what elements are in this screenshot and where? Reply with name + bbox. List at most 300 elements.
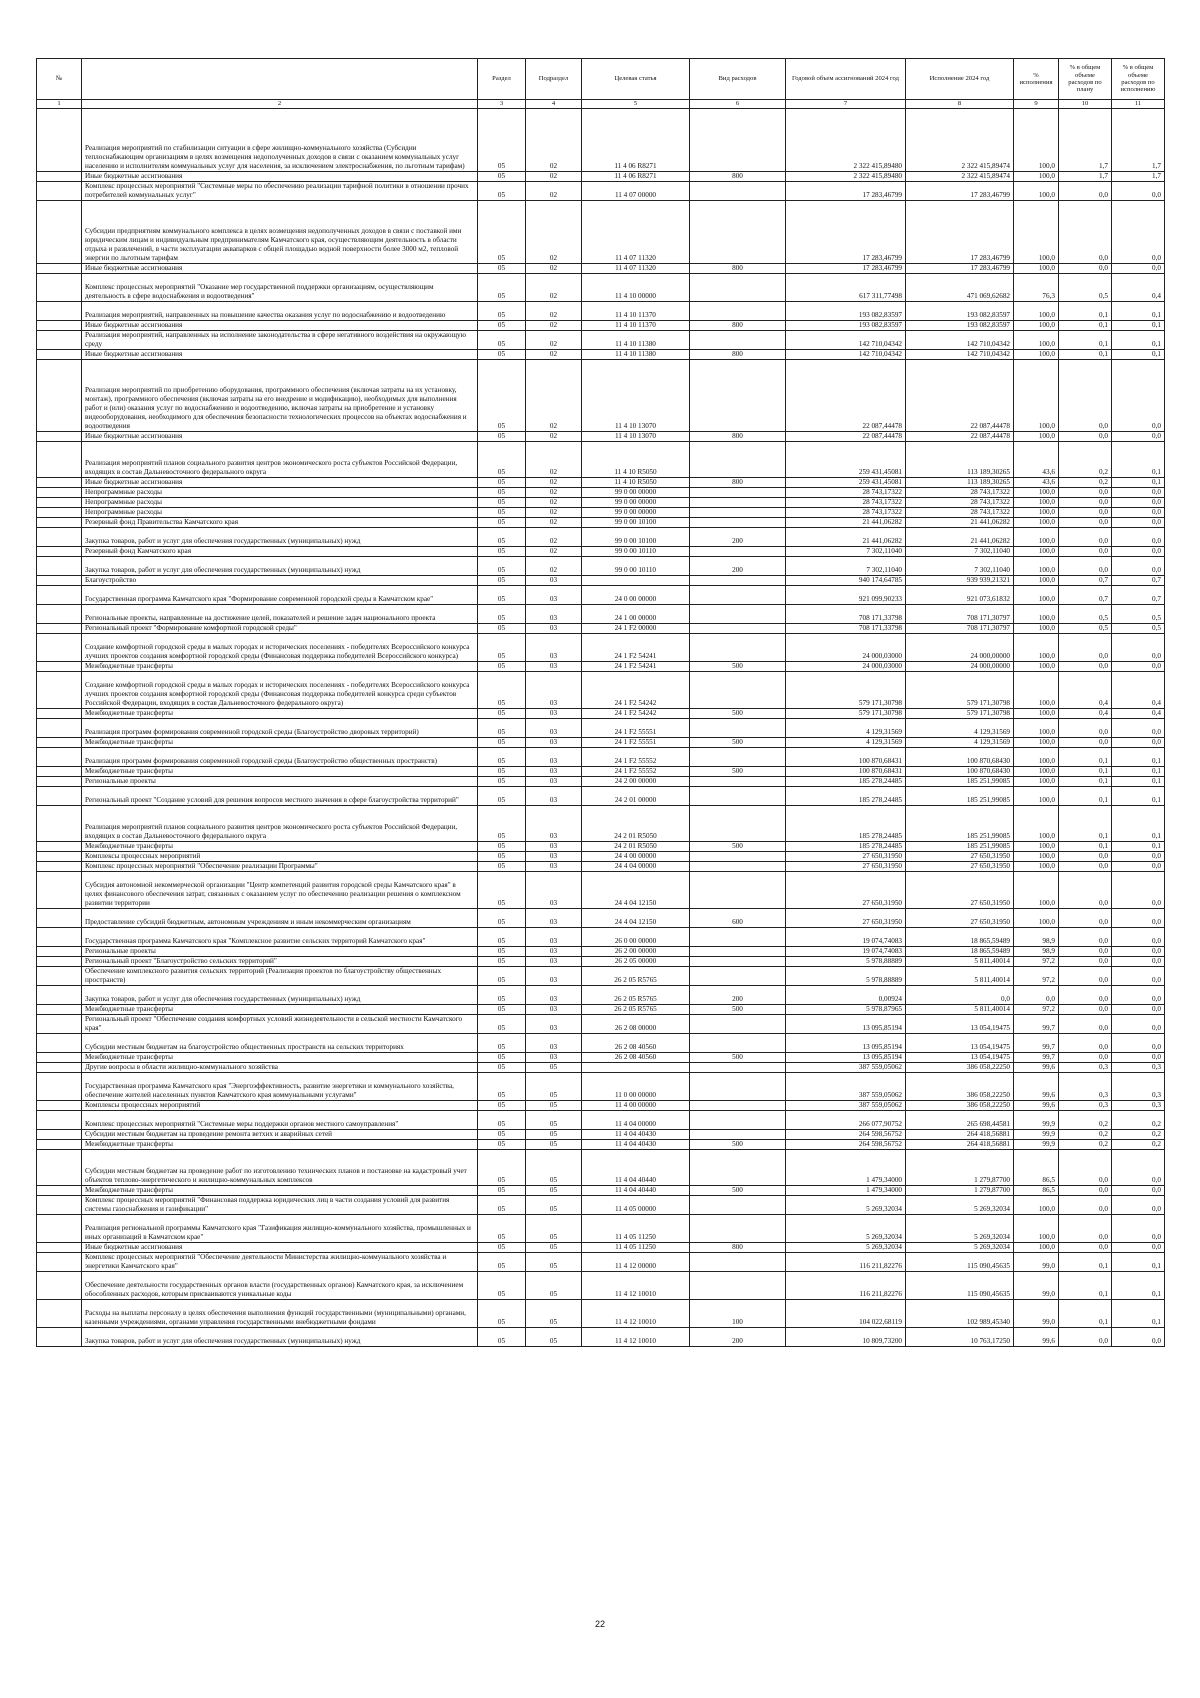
section-code-cell: 05 [478, 302, 526, 321]
executed-amount-cell: 264 418,56881 [906, 1140, 1014, 1150]
planned-amount-cell: 387 559,05062 [786, 1101, 906, 1111]
plan-share-cell: 0,1 [1059, 1300, 1112, 1328]
fact-share-cell: 0,1 [1112, 1300, 1165, 1328]
section-code-cell: 05 [478, 719, 526, 738]
table-row [37, 576, 1165, 586]
fact-share-cell: 0,0 [1112, 360, 1165, 432]
expense-name-cell: Региональный проект "Формирование комфортной городской среды" [82, 624, 478, 634]
expense-name-cell: Благоустройство [82, 576, 478, 586]
expense-name-cell: Создание комфортной городской среды в малых городах и исторических поселениях - победителях Всероссийского конкурса лучших проектов создания комфортной городской среды (Финансовая поддержка победителей конкурса среди субъектов Российской Федерации, входящих в состав Дальневосточного федерального округа) [82, 672, 478, 709]
target-article-cell: 24 4 04 12150 [582, 909, 690, 928]
planned-amount-cell: 617 311,77498 [786, 274, 906, 302]
executed-amount-cell: 22 087,44478 [906, 432, 1014, 442]
executed-amount-cell: 102 989,45340 [906, 1300, 1014, 1328]
table-row [37, 957, 1165, 967]
planned-amount-cell: 27 650,31950 [786, 872, 906, 909]
table-row [37, 1243, 1165, 1253]
fact-share-cell: 0,0 [1112, 1215, 1165, 1243]
expense-type-cell: 100 [690, 1300, 786, 1328]
execution-percent-cell: 99,7 [1014, 1053, 1059, 1063]
execution-percent-cell: 97,2 [1014, 957, 1059, 967]
fact-share-cell: 0,1 [1112, 748, 1165, 767]
executed-amount-cell: 27 650,31950 [906, 909, 1014, 928]
expense-name-cell: Реализация программ формирования современной городской среды (Благоустройство дворовых территорий) [82, 719, 478, 738]
planned-amount-cell: 266 077,90752 [786, 1111, 906, 1130]
planned-amount-cell: 7 302,11040 [786, 547, 906, 557]
expense-name-cell: Реализация программ формирования современной городской среды (Благоустройство общественных пространств) [82, 748, 478, 767]
row-index-cell [37, 862, 82, 872]
expense-type-cell: 600 [690, 909, 786, 928]
executed-amount-cell: 579 171,30798 [906, 709, 1014, 719]
subsection-code-cell: 05 [526, 1140, 582, 1150]
table-row [37, 842, 1165, 852]
subsection-code-cell: 02 [526, 547, 582, 557]
section-code-cell: 05 [478, 1196, 526, 1215]
fact-share-cell: 0,1 [1112, 442, 1165, 478]
plan-share-cell: 0,0 [1059, 557, 1112, 576]
subsection-code-cell: 05 [526, 1130, 582, 1140]
executed-amount-cell: 27 650,31950 [906, 862, 1014, 872]
section-code-cell: 05 [478, 1300, 526, 1328]
plan-share-cell: 0,0 [1059, 528, 1112, 547]
plan-share-cell: 0,1 [1059, 331, 1112, 350]
row-index-cell [37, 1101, 82, 1111]
expense-name-cell: Создание комфортной городской среды в малых городах и исторических поселениях - победителях Всероссийского конкурса лучших проектов создания комфортной городской среды (Финансовая поддержка победителей Всероссийского конкурса) [82, 634, 478, 662]
subsection-code-cell: 03 [526, 928, 582, 947]
expense-type-cell [690, 508, 786, 518]
expense-type-cell [690, 1215, 786, 1243]
table-row [37, 498, 1165, 508]
expense-name-cell: Закупка товаров, работ и услуг для обеспечения государственных (муниципальных) нужд [82, 557, 478, 576]
expense-name-cell: Реализация мероприятий, направленных на повышение качества оказания услуг по водоснабжению и водоотведению [82, 302, 478, 321]
execution-percent-cell: 99,9 [1014, 1140, 1059, 1150]
table-row [37, 862, 1165, 872]
table-row [37, 518, 1165, 528]
fact-share-cell: 0,1 [1112, 478, 1165, 488]
expense-name-cell: Субсидия автономной некоммерческой организации "Центр компетенций развития городской среды Камчатского края" в целях финансового обеспечения затрат, связанных с оказанием услуг по обеспечению реализации решения о комплексном развитии территории [82, 872, 478, 909]
execution-percent-cell: 100,0 [1014, 1196, 1059, 1215]
section-code-cell: 05 [478, 862, 526, 872]
execution-percent-cell: 100,0 [1014, 321, 1059, 331]
expense-type-cell [690, 947, 786, 957]
row-index-cell [37, 777, 82, 787]
row-index-cell [37, 738, 82, 748]
expense-name-cell: Иные бюджетные ассигнования [82, 350, 478, 360]
table-row [37, 350, 1165, 360]
column-number: 3 [478, 100, 526, 109]
executed-amount-cell: 17 283,46799 [906, 182, 1014, 201]
expense-name-cell: Межбюджетные трансферты [82, 767, 478, 777]
execution-percent-cell: 100,0 [1014, 518, 1059, 528]
execution-percent-cell: 100,0 [1014, 634, 1059, 662]
execution-percent-cell: 99,0 [1014, 1300, 1059, 1328]
fact-share-cell: 1,7 [1112, 109, 1165, 172]
table-row [37, 547, 1165, 557]
row-index-cell [37, 806, 82, 842]
target-article-cell: 24 1 F2 55552 [582, 767, 690, 777]
row-index-cell [37, 748, 82, 767]
row-index-cell [37, 498, 82, 508]
execution-percent-cell: 100,0 [1014, 719, 1059, 738]
subsection-code-cell: 03 [526, 909, 582, 928]
target-article-cell: 24 2 00 00000 [582, 777, 690, 787]
section-code-cell: 05 [478, 586, 526, 605]
subsection-code-cell: 03 [526, 1053, 582, 1063]
expense-type-cell: 800 [690, 321, 786, 331]
target-article-cell: 11 4 10 13070 [582, 432, 690, 442]
planned-amount-cell: 264 598,56752 [786, 1140, 906, 1150]
column-number: 11 [1112, 100, 1165, 109]
section-code-cell: 05 [478, 498, 526, 508]
target-article-cell: 24 4 04 12150 [582, 872, 690, 909]
fact-share-cell: 0,0 [1112, 872, 1165, 909]
table-row [37, 1196, 1165, 1215]
expense-type-cell [690, 862, 786, 872]
plan-share-cell: 0,1 [1059, 1253, 1112, 1272]
subsection-code-cell: 02 [526, 182, 582, 201]
target-article-cell: 24 1 F2 55551 [582, 719, 690, 738]
executed-amount-cell: 27 650,31950 [906, 872, 1014, 909]
subsection-code-cell: 02 [526, 488, 582, 498]
planned-amount-cell: 22 087,44478 [786, 432, 906, 442]
subsection-code-cell: 02 [526, 478, 582, 488]
row-index-cell [37, 1328, 82, 1347]
row-index-cell [37, 331, 82, 350]
fact-share-cell: 0,1 [1112, 350, 1165, 360]
subsection-code-cell: 02 [526, 498, 582, 508]
planned-amount-cell: 142 710,04342 [786, 350, 906, 360]
subsection-code-cell: 02 [526, 331, 582, 350]
executed-amount-cell: 4 129,31569 [906, 738, 1014, 748]
row-index-cell [37, 787, 82, 806]
plan-share-cell: 0,7 [1059, 586, 1112, 605]
planned-amount-cell: 21 441,06282 [786, 528, 906, 547]
expense-name-cell: Межбюджетные трансферты [82, 709, 478, 719]
column-number: 8 [906, 100, 1014, 109]
section-code-cell: 05 [478, 842, 526, 852]
subsection-code-cell: 03 [526, 862, 582, 872]
target-article-cell: 24 1 F2 54241 [582, 662, 690, 672]
section-code-cell: 05 [478, 662, 526, 672]
row-index-cell [37, 852, 82, 862]
section-code-cell: 05 [478, 350, 526, 360]
section-code-cell: 05 [478, 1140, 526, 1150]
expense-type-cell: 200 [690, 528, 786, 547]
planned-amount-cell: 27 650,31950 [786, 852, 906, 862]
expense-type-cell: 500 [690, 738, 786, 748]
row-index-cell [37, 182, 82, 201]
expense-type-cell [690, 634, 786, 662]
subsection-code-cell: 03 [526, 1015, 582, 1034]
fact-share-cell: 0,1 [1112, 321, 1165, 331]
section-code-cell: 05 [478, 557, 526, 576]
execution-percent-cell: 100,0 [1014, 432, 1059, 442]
plan-share-cell: 0,0 [1059, 1005, 1112, 1015]
expense-name-cell: Предоставление субсидий бюджетным, автономным учреждениям и иным некоммерческим организациям [82, 909, 478, 928]
fact-share-cell: 0,0 [1112, 488, 1165, 498]
expense-type-cell [690, 302, 786, 321]
row-index-cell [37, 557, 82, 576]
row-index-cell [37, 586, 82, 605]
row-index-cell [37, 1053, 82, 1063]
execution-percent-cell: 100,0 [1014, 488, 1059, 498]
table-row [37, 1328, 1165, 1347]
subsection-code-cell: 02 [526, 518, 582, 528]
execution-percent-cell: 43,6 [1014, 442, 1059, 478]
table-row [37, 909, 1165, 928]
fact-share-cell: 0,0 [1112, 986, 1165, 1005]
subsection-code-cell: 02 [526, 350, 582, 360]
expense-name-cell: Расходы на выплаты персоналу в целях обеспечения выполнения функций государственными (муниципальными) органами, казенными учреждениями, органами управления государственными внебюджетными фондами [82, 1300, 478, 1328]
executed-amount-cell: 115 090,45635 [906, 1253, 1014, 1272]
row-index-cell [37, 1140, 82, 1150]
execution-percent-cell: 99,6 [1014, 1063, 1059, 1073]
plan-share-cell: 1,7 [1059, 172, 1112, 182]
execution-percent-cell: 100,0 [1014, 528, 1059, 547]
plan-share-cell: 0,3 [1059, 1063, 1112, 1073]
fact-share-cell: 0,4 [1112, 672, 1165, 709]
executed-amount-cell: 22 087,44478 [906, 360, 1014, 432]
expense-type-cell: 800 [690, 432, 786, 442]
table-row [37, 302, 1165, 321]
expense-type-cell [690, 957, 786, 967]
subsection-code-cell: 02 [526, 274, 582, 302]
fact-share-cell: 0,2 [1112, 1140, 1165, 1150]
expense-type-cell [690, 586, 786, 605]
expense-name-cell: Субсидии предприятиям коммунального комплекса в целях возмещения недополученных доходов в связи с поставкой ими юридическим лицам и индивидуальным предпринимателям Камчатского края, осуществляющим деятельность в области отдыха и развлечений, в части эксплуатации аквапарков с общей площадью водной поверхности более 3000 м2, тепловой энергии по льготным тарифам [82, 201, 478, 264]
expense-name-cell: Реализация мероприятий по приобретению оборудования, программного обеспечения (включая затраты на их установку, монтаж), программного обеспечения (включая затраты на его внедрение и модификацию), необходимых для выполнения работ и (или) оказания услуг по водоснабжению и водоотведению, включая затраты на приобретение и установку видеооборудования, необходимого для обеспечения безопасности технологических процессов на объектах водоснабжения и водоотведения [82, 360, 478, 432]
fact-share-cell: 0,5 [1112, 624, 1165, 634]
section-code-cell: 05 [478, 605, 526, 624]
section-code-cell: 05 [478, 1243, 526, 1253]
expense-name-cell: Иные бюджетные ассигнования [82, 432, 478, 442]
column-number: 4 [526, 100, 582, 109]
executed-amount-cell: 24 000,00000 [906, 662, 1014, 672]
planned-amount-cell: 387 559,05062 [786, 1073, 906, 1101]
expense-type-cell [690, 1272, 786, 1300]
planned-amount-cell: 921 099,90233 [786, 586, 906, 605]
planned-amount-cell: 0,00924 [786, 986, 906, 1005]
row-index-cell [37, 508, 82, 518]
header-cell: Подраздел [526, 59, 582, 100]
executed-amount-cell: 100 870,68430 [906, 748, 1014, 767]
target-article-cell: 24 0 00 00000 [582, 586, 690, 605]
expense-name-cell: Государственная программа Камчатского края "Формирование современной городской среды в Камчатском крае" [82, 586, 478, 605]
plan-share-cell: 0,3 [1059, 1101, 1112, 1111]
section-code-cell: 05 [478, 1215, 526, 1243]
planned-amount-cell: 708 171,33798 [786, 624, 906, 634]
column-number: 7 [786, 100, 906, 109]
plan-share-cell: 0,4 [1059, 672, 1112, 709]
expense-type-cell [690, 719, 786, 738]
planned-amount-cell: 17 283,46799 [786, 201, 906, 264]
target-article-cell: 11 4 07 00000 [582, 182, 690, 201]
fact-share-cell: 0,2 [1112, 1130, 1165, 1140]
row-index-cell [37, 1272, 82, 1300]
table-row [37, 672, 1165, 709]
fact-share-cell: 0,0 [1112, 432, 1165, 442]
expense-name-cell: Субсидии местным бюджетам на проведение ремонта ветхих и аварийных сетей [82, 1130, 478, 1140]
table-row [37, 777, 1165, 787]
subsection-code-cell: 03 [526, 787, 582, 806]
target-article-cell: 11 4 10 R5050 [582, 478, 690, 488]
expense-type-cell [690, 1111, 786, 1130]
subsection-code-cell: 05 [526, 1150, 582, 1186]
expense-name-cell: Межбюджетные трансферты [82, 1005, 478, 1015]
planned-amount-cell: 940 174,64785 [786, 576, 906, 586]
executed-amount-cell: 185 251,99085 [906, 777, 1014, 787]
execution-percent-cell: 100,0 [1014, 872, 1059, 909]
planned-amount-cell: 185 278,24485 [786, 777, 906, 787]
target-article-cell [582, 576, 690, 586]
subsection-code-cell: 03 [526, 586, 582, 605]
expense-type-cell: 800 [690, 350, 786, 360]
fact-share-cell: 0,0 [1112, 738, 1165, 748]
target-article-cell: 11 4 04 00000 [582, 1111, 690, 1130]
target-article-cell: 24 2 01 R5050 [582, 842, 690, 852]
plan-share-cell: 0,0 [1059, 957, 1112, 967]
plan-share-cell: 0,0 [1059, 1150, 1112, 1186]
subsection-code-cell: 05 [526, 1101, 582, 1111]
subsection-code-cell: 05 [526, 1328, 582, 1347]
expense-type-cell [690, 1101, 786, 1111]
row-index-cell [37, 1186, 82, 1196]
subsection-code-cell: 02 [526, 442, 582, 478]
row-index-cell [37, 576, 82, 586]
table-row [37, 1101, 1165, 1111]
table-row [37, 662, 1165, 672]
section-code-cell: 05 [478, 928, 526, 947]
target-article-cell: 99 0 00 10100 [582, 518, 690, 528]
plan-share-cell: 0,1 [1059, 777, 1112, 787]
section-code-cell: 05 [478, 986, 526, 1005]
fact-share-cell: 0,0 [1112, 547, 1165, 557]
execution-percent-cell: 100,0 [1014, 498, 1059, 508]
plan-share-cell: 0,0 [1059, 719, 1112, 738]
expense-name-cell: Закупка товаров, работ и услуг для обеспечения государственных (муниципальных) нужд [82, 986, 478, 1005]
planned-amount-cell: 28 743,17322 [786, 488, 906, 498]
expense-type-cell [690, 518, 786, 528]
execution-percent-cell: 99,9 [1014, 1130, 1059, 1140]
column-number: 2 [82, 100, 478, 109]
executed-amount-cell: 185 251,99085 [906, 787, 1014, 806]
expense-name-cell: Другие вопросы в области жилищно-коммунального хозяйства [82, 1063, 478, 1073]
row-index-cell [37, 172, 82, 182]
expense-type-cell [690, 442, 786, 478]
target-article-cell: 26 2 05 00000 [582, 957, 690, 967]
target-article-cell: 11 4 06 R8271 [582, 172, 690, 182]
plan-share-cell: 0,1 [1059, 842, 1112, 852]
section-code-cell: 05 [478, 1034, 526, 1053]
expense-type-cell [690, 1015, 786, 1034]
target-article-cell: 24 1 F2 00000 [582, 624, 690, 634]
table-row [37, 528, 1165, 547]
plan-share-cell: 0,0 [1059, 1196, 1112, 1215]
expense-type-cell [690, 777, 786, 787]
section-code-cell: 05 [478, 787, 526, 806]
section-code-cell: 05 [478, 1101, 526, 1111]
execution-percent-cell: 100,0 [1014, 672, 1059, 709]
row-index-cell [37, 1073, 82, 1101]
subsection-code-cell: 05 [526, 1272, 582, 1300]
table-row [37, 634, 1165, 662]
target-article-cell: 26 2 08 40560 [582, 1053, 690, 1063]
plan-share-cell: 0,0 [1059, 508, 1112, 518]
fact-share-cell: 0,0 [1112, 1015, 1165, 1034]
fact-share-cell: 0,0 [1112, 957, 1165, 967]
execution-percent-cell: 100,0 [1014, 738, 1059, 748]
expense-name-cell: Комплекс процессных мероприятий "Обеспечение деятельности Министерства жилищно-коммунального хозяйства и энергетики Камчатского края" [82, 1253, 478, 1272]
expense-type-cell [690, 605, 786, 624]
fact-share-cell: 0,7 [1112, 586, 1165, 605]
expense-name-cell: Иные бюджетные ассигнования [82, 264, 478, 274]
subsection-code-cell: 05 [526, 1300, 582, 1328]
expense-name-cell: Комплекс процессных мероприятий "Системные меры по обеспечению реализации тарифной политики в отношении прочих потребителей коммунальных услуг" [82, 182, 478, 201]
fact-share-cell: 0,0 [1112, 928, 1165, 947]
executed-amount-cell: 0,0 [906, 986, 1014, 1005]
section-code-cell: 05 [478, 442, 526, 478]
planned-amount-cell: 104 022,68119 [786, 1300, 906, 1328]
planned-amount-cell: 5 978,88889 [786, 957, 906, 967]
executed-amount-cell: 1 279,87700 [906, 1186, 1014, 1196]
fact-share-cell: 0,0 [1112, 862, 1165, 872]
target-article-cell: 11 4 10 11380 [582, 331, 690, 350]
target-article-cell: 99 0 00 00000 [582, 508, 690, 518]
executed-amount-cell: 185 251,99085 [906, 842, 1014, 852]
plan-share-cell: 0,1 [1059, 350, 1112, 360]
fact-share-cell: 0,1 [1112, 302, 1165, 321]
executed-amount-cell: 24 000,00000 [906, 634, 1014, 662]
execution-percent-cell: 100,0 [1014, 662, 1059, 672]
plan-share-cell: 0,1 [1059, 767, 1112, 777]
plan-share-cell: 0,0 [1059, 852, 1112, 862]
planned-amount-cell: 27 650,31950 [786, 909, 906, 928]
section-code-cell: 05 [478, 432, 526, 442]
row-index-cell [37, 442, 82, 478]
executed-amount-cell: 28 743,17322 [906, 508, 1014, 518]
planned-amount-cell: 19 074,74083 [786, 947, 906, 957]
executed-amount-cell: 471 069,62682 [906, 274, 1014, 302]
subsection-code-cell: 03 [526, 986, 582, 1005]
column-number: 9 [1014, 100, 1059, 109]
plan-share-cell: 0,5 [1059, 605, 1112, 624]
planned-amount-cell: 4 129,31569 [786, 719, 906, 738]
executed-amount-cell: 115 090,45635 [906, 1272, 1014, 1300]
expense-type-cell: 500 [690, 1053, 786, 1063]
fact-share-cell: 0,0 [1112, 1150, 1165, 1186]
expense-name-cell: Межбюджетные трансферты [82, 1140, 478, 1150]
subsection-code-cell: 03 [526, 872, 582, 909]
target-article-cell: 26 2 05 R5765 [582, 986, 690, 1005]
row-index-cell [37, 432, 82, 442]
section-code-cell: 05 [478, 264, 526, 274]
subsection-code-cell: 03 [526, 576, 582, 586]
row-index-cell [37, 842, 82, 852]
fact-share-cell: 0,1 [1112, 1253, 1165, 1272]
fact-share-cell: 0,0 [1112, 182, 1165, 201]
planned-amount-cell: 5 978,87965 [786, 1005, 906, 1015]
subsection-code-cell: 03 [526, 852, 582, 862]
row-index-cell [37, 274, 82, 302]
plan-share-cell: 0,2 [1059, 1130, 1112, 1140]
expense-name-cell: Комплекс процессных мероприятий "Обеспечение реализации Программы" [82, 862, 478, 872]
fact-share-cell: 0,0 [1112, 508, 1165, 518]
fact-share-cell: 0,1 [1112, 767, 1165, 777]
plan-share-cell: 0,0 [1059, 1243, 1112, 1253]
expense-type-cell [690, 806, 786, 842]
fact-share-cell: 0,0 [1112, 528, 1165, 547]
section-code-cell: 05 [478, 624, 526, 634]
